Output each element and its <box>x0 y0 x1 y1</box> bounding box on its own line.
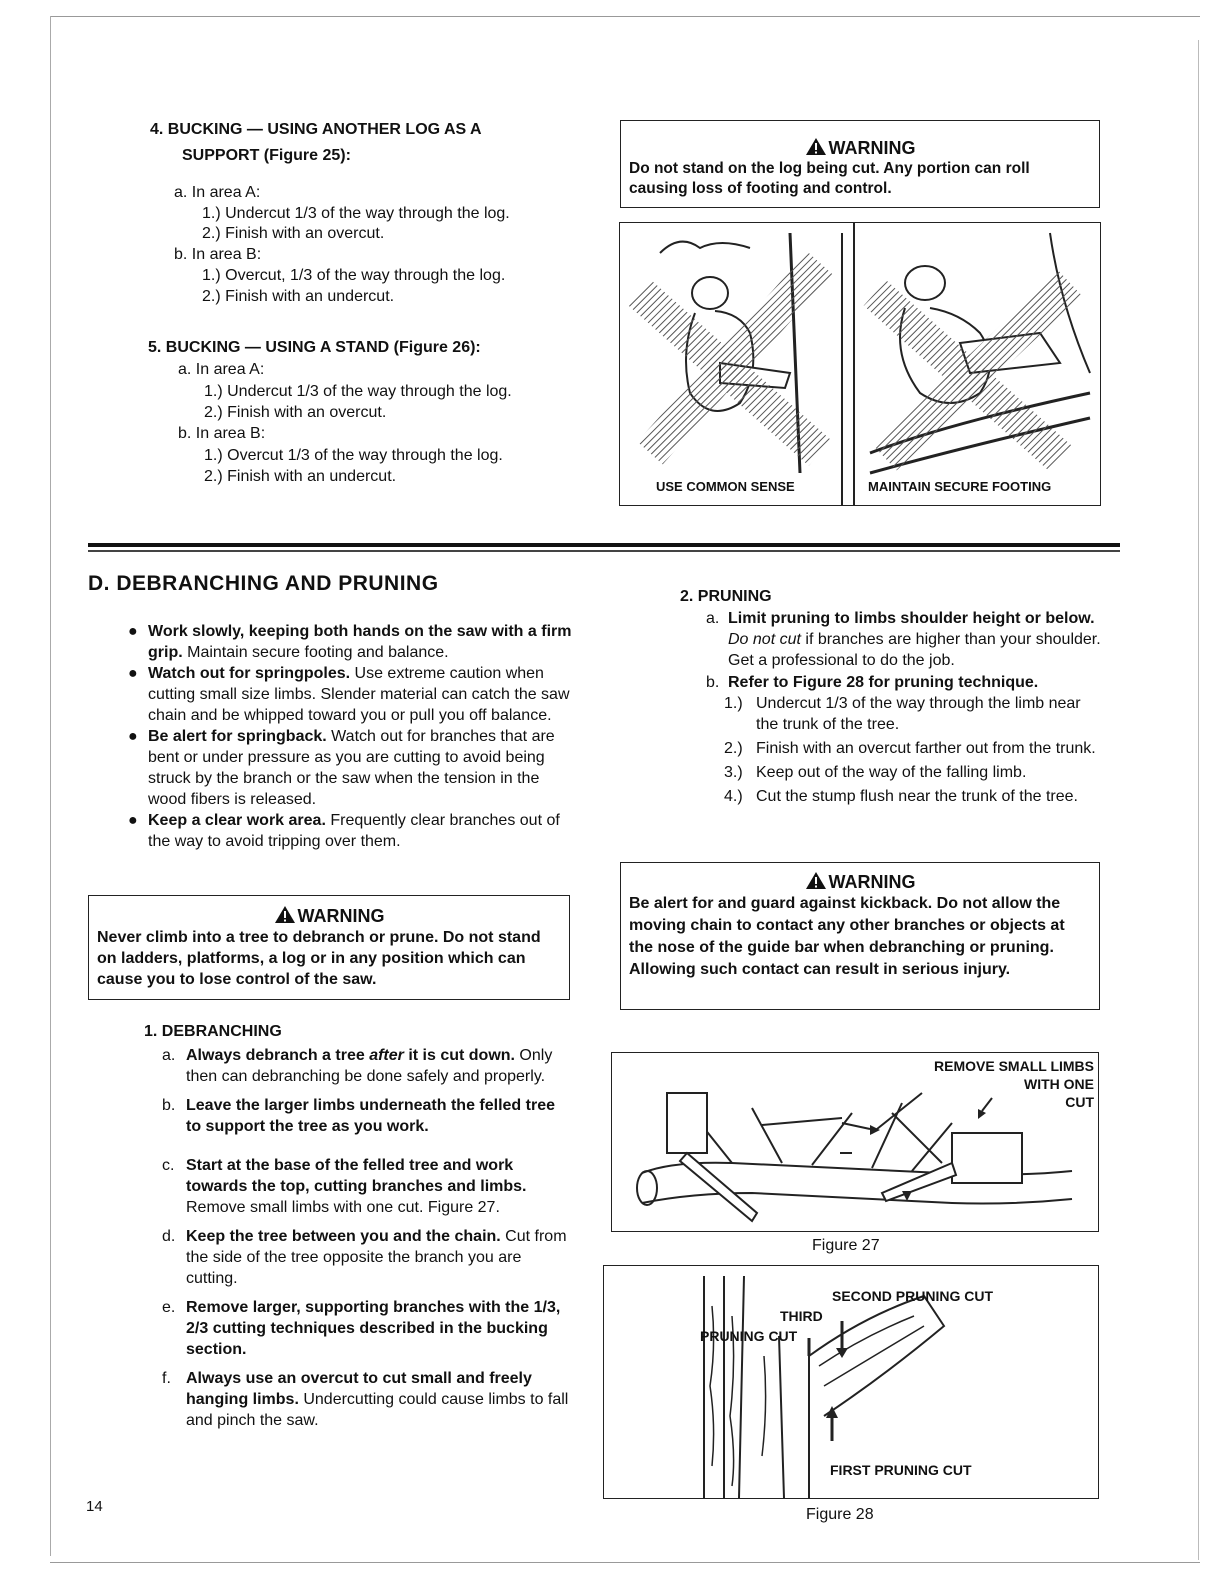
fig28-third-cut-1: THIRD <box>780 1308 823 1324</box>
step-text: Keep out of the way of the falling limb. <box>756 764 1027 781</box>
pruning-b-label: b. <box>706 674 720 691</box>
fig27-label-line3: CUT <box>1065 1094 1094 1110</box>
figure-27-caption: Figure 27 <box>812 1237 880 1254</box>
item-c-bold: Start at the base of the felled tree and work towards the top, cutting branches and limbs. <box>186 1157 527 1195</box>
safety-illustrations <box>619 222 1101 506</box>
warning-left-title-row <box>89 905 569 927</box>
bullet-springpoles <box>124 663 576 726</box>
step-number: 1.) <box>724 695 743 712</box>
warning-right-body: Be alert for and guard against kickback. Do not allow the moving chain to contact any other branches or objects at the nose of the guide bar when debranching or pruning. Allowing such contact can result in serious injury. <box>629 895 1065 978</box>
pruning-a <box>706 608 1106 671</box>
item-f-text: Undercutting could cause limbs to fall and pinch the saw. <box>186 1391 569 1429</box>
pruning-step <box>722 762 1106 783</box>
debranch-item-b <box>160 1095 572 1137</box>
page-right-rule <box>1198 40 1199 1560</box>
item-b-bold: Leave the larger limbs underneath the felled tree to support the tree as you work. <box>186 1097 555 1135</box>
bucking-5-b: b. In area B: <box>178 425 266 442</box>
pruning-a-label: a. <box>706 610 720 627</box>
step-number: 2.) <box>724 740 743 757</box>
safety-illustrations-art <box>620 223 1100 505</box>
warning-right-title-row <box>621 871 1099 893</box>
pruning-step <box>722 693 1106 735</box>
debranch-item-d <box>160 1226 572 1289</box>
warning-top-title: WARNING <box>828 138 916 158</box>
bullet-dot: ● <box>128 665 138 682</box>
fig27-label-line2: WITH ONE <box>1024 1076 1094 1092</box>
item-label: a. <box>162 1047 176 1064</box>
figure-28-caption: Figure 28 <box>806 1506 874 1523</box>
bucking-4-b: b. In area B: <box>174 246 262 263</box>
debranch-item-a <box>160 1045 572 1087</box>
bullet-2-text: Use extreme caution when cutting small size limbs. Slender material can catch the saw chain and be whipped toward you or pull you off balance. <box>148 665 570 724</box>
warning-top-title-row <box>621 137 1099 159</box>
page-bottom-rule <box>50 1562 1200 1563</box>
item-e-bold: Remove larger, supporting branches with the 1/3, 2/3 cutting techniques described in the bucking section. <box>186 1299 561 1358</box>
item-label: b. <box>162 1097 176 1114</box>
bullet-dot: ● <box>128 812 138 829</box>
warning-box-top <box>620 120 1100 208</box>
bucking-5-b2: 2.) Finish with an undercut. <box>204 468 397 485</box>
item-a-bold-italic: after <box>369 1047 404 1064</box>
bucking-4-a1: 1.) Undercut 1/3 of the way through the log. <box>202 205 510 222</box>
pruning-b <box>706 672 1106 693</box>
item-label: e. <box>162 1299 176 1316</box>
bucking-4-b2: 2.) Finish with an undercut. <box>202 288 395 305</box>
page-left-rule <box>50 16 51 1556</box>
debranch-item-c <box>160 1155 572 1218</box>
pruning-title: 2. PRUNING <box>680 588 772 605</box>
warning-box-right <box>620 862 1100 1010</box>
pruning-step <box>722 738 1106 759</box>
section-divider-thin <box>88 550 1120 552</box>
pruning-a-bold: Limit pruning to limbs shoulder height or below. <box>728 610 1095 627</box>
bucking-5-title: 5. BUCKING — USING A STAND (Figure 26): <box>148 339 481 356</box>
item-d-bold: Keep the tree between you and the chain. <box>186 1228 501 1245</box>
bucking-5-a: a. In area A: <box>178 361 265 378</box>
fig28-second-cut: SECOND PRUNING CUT <box>832 1288 994 1304</box>
bucking-4-a2: 2.) Finish with an overcut. <box>202 225 385 242</box>
step-text: Finish with an overcut farther out from the trunk. <box>756 740 1096 757</box>
figure-27 <box>611 1052 1099 1232</box>
step-number: 4.) <box>724 788 743 805</box>
section-d-bullets <box>124 621 576 852</box>
pruning-steps <box>722 693 1106 807</box>
bullet-1-text: Maintain secure footing and balance. <box>182 644 449 661</box>
item-c-text: Remove small limbs with one cut. Figure 27. <box>186 1199 500 1216</box>
pruning-step <box>722 786 1106 807</box>
item-label: d. <box>162 1228 176 1245</box>
warning-triangle-icon <box>805 137 827 156</box>
item-f-bold: Always use an overcut to cut small and freely hanging limbs. <box>186 1370 532 1408</box>
item-label: f. <box>162 1370 171 1387</box>
warning-top-body: Do not stand on the log being cut. Any portion can roll causing loss of footing and control. <box>629 160 1030 197</box>
item-a-bold1: Always debranch a tree <box>186 1047 370 1064</box>
figure-28 <box>603 1265 1099 1499</box>
item-d-text: Cut from the side of the tree opposite the branch you are cutting. <box>186 1228 567 1287</box>
bullet-4-text: Frequently clear branches out of the way to avoid tripping over them. <box>148 812 560 850</box>
page-top-rule <box>50 16 1200 17</box>
bullet-clear-work-area <box>124 810 576 852</box>
item-a-text: Only then can debranching be done safely and properly. <box>186 1047 553 1085</box>
warning-right-title: WARNING <box>828 872 916 892</box>
step-number: 3.) <box>724 764 743 781</box>
bucking-4-title-2: SUPPORT (Figure 25): <box>182 147 351 164</box>
bullet-2-bold: Watch out for springpoles. <box>148 665 351 682</box>
bucking-5-b1: 1.) Overcut 1/3 of the way through the log. <box>204 447 503 464</box>
warning-triangle-icon <box>805 871 827 890</box>
bullet-springback <box>124 726 576 810</box>
fig28-first-cut: FIRST PRUNING CUT <box>830 1462 972 1478</box>
bullet-dot: ● <box>128 623 138 640</box>
warning-left-title: WARNING <box>297 906 385 926</box>
warning-left-body: Never climb into a tree to debranch or prune. Do not stand on ladders, platforms, a log or in any position which can cause you to lose control of the saw. <box>97 929 541 988</box>
warning-triangle-icon <box>274 905 296 924</box>
debranching-list <box>160 1045 572 1431</box>
step-text: Undercut 1/3 of the way through the limb near the trunk of the tree. <box>756 695 1081 733</box>
caption-maintain-secure-footing: MAINTAIN SECURE FOOTING <box>868 479 1052 494</box>
bullet-work-slowly <box>124 621 576 663</box>
bucking-5-a1: 1.) Undercut 1/3 of the way through the log. <box>204 383 512 400</box>
debranch-item-e <box>160 1297 572 1360</box>
bullet-3-text: Watch out for branches that are bent or under pressure as you are cutting to avoid being struck by the branch or the saw when the tension in the wood fibers is released. <box>148 728 555 808</box>
bucking-4-b1: 1.) Overcut, 1/3 of the way through the log. <box>202 267 506 284</box>
bullet-1-bold: Work slowly, keeping both hands on the saw with a firm grip. <box>148 623 572 661</box>
bullet-3-bold: Be alert for springback. <box>148 728 327 745</box>
bucking-5-a2: 2.) Finish with an overcut. <box>204 404 387 421</box>
fig28-third-cut-2: PRUNING CUT <box>700 1328 798 1344</box>
fig27-label-line1: REMOVE SMALL LIMBS <box>934 1058 1094 1074</box>
section-d-title: D. DEBRANCHING AND PRUNING <box>88 572 439 595</box>
section-divider-thick <box>88 543 1120 547</box>
bullet-dot: ● <box>128 728 138 745</box>
item-a-bold2: it is cut down. <box>403 1047 515 1064</box>
pruning-a-text: if branches are higher than your shoulder. Get a professional to do the job. <box>728 631 1101 669</box>
debranch-item-f <box>160 1368 572 1431</box>
page-number: 14 <box>86 1498 103 1515</box>
step-text: Cut the stump flush near the trunk of the tree. <box>756 788 1078 805</box>
debranching-title: 1. DEBRANCHING <box>144 1023 282 1040</box>
caption-use-common-sense: USE COMMON SENSE <box>656 479 795 494</box>
pruning-a-italic: Do not cut <box>728 631 801 648</box>
item-label: c. <box>162 1157 175 1174</box>
pruning-b-bold: Refer to Figure 28 for pruning technique. <box>728 674 1039 691</box>
bullet-4-bold: Keep a clear work area. <box>148 812 326 829</box>
bucking-4-title-1: 4. BUCKING — USING ANOTHER LOG AS A <box>150 121 482 138</box>
fig27-label <box>934 1057 1094 1111</box>
warning-box-left <box>88 895 570 1000</box>
bucking-4-a: a. In area A: <box>174 184 261 201</box>
